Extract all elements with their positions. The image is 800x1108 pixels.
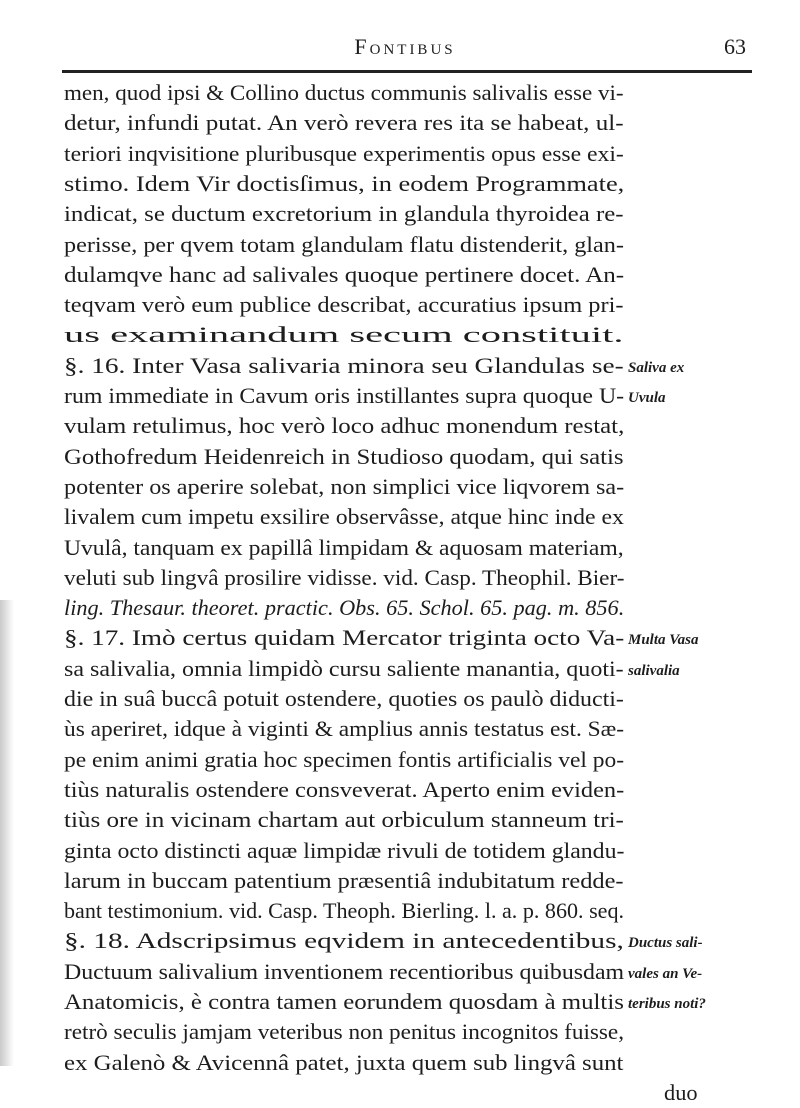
text-line: detur, infundi putat. An verò revera res ita se habeat, ul- <box>64 110 624 136</box>
text-line: die in suâ buccâ potuit ostendere, quoties os paulò diducti- <box>64 686 624 711</box>
binding-shadow <box>0 600 14 1066</box>
text-line: teriori inqvisitione pluribusque experimentis opus esse exi- <box>64 140 624 166</box>
text-line: Uvulâ, tanquam ex papillâ limpidam & aquosam materiam, <box>64 534 624 560</box>
text-line: stimo. Idem Vir doctisſimus, in eodem Programmate, <box>64 170 625 196</box>
text-line: vulam retulimus, hoc verò loco adhuc monendum restat, <box>64 413 625 439</box>
text-line: livalem cum impetu exsilire observâsse, atque hinc inde ex <box>64 504 624 530</box>
text-line: Ductuum salivalium inventionem recentioribus quibusdam <box>64 958 625 984</box>
text-line: men, quod ipsi & Collino ductus communis salivalis esse vi- <box>64 80 624 105</box>
margin-note: salivalia <box>628 662 680 679</box>
text-line: teqvam verò eum publice describat, accuratius ipsum pri- <box>64 292 624 318</box>
text-line: §. 16. Inter Vasa salivaria minora seu Glandulas se- <box>64 352 624 378</box>
text-line: indicat, se ductum excretorium in glandula thyroidea re- <box>64 201 624 227</box>
text-line: potenter os aperire solebat, non simplici vice liqvorem sa- <box>64 473 625 499</box>
running-header <box>60 34 750 64</box>
text-line: duo <box>664 1079 698 1105</box>
text-line: ex Galenò & Avicennâ patet, juxta quem sub lingvâ sunt <box>64 1049 624 1075</box>
text-line: perisse, per qvem totam glandulam flatu distenderit, glan- <box>64 231 624 257</box>
text-line: sa salivalia, omnia limpidò cursu saliente manantia, quoti- <box>64 655 624 681</box>
margin-note: teribus noti? <box>628 996 706 1012</box>
margin-note: vales an Ve- <box>628 965 703 982</box>
text-line: us examinandum secum constituit. <box>64 322 624 348</box>
text-line: pe enim animi gratia hoc specimen fontis artificialis vel po- <box>64 746 625 772</box>
margin-note: Ductus sali- <box>628 935 703 952</box>
margin-note: Uvula <box>628 390 666 406</box>
text-line: rum immediate in Cavum oris instillantes supra quoque U- <box>64 383 625 408</box>
margin-note: Saliva ex <box>628 359 685 376</box>
text-line: tiùs naturalis ostendere consveverat. Aperto enim eviden- <box>64 776 625 802</box>
text-line: retrò seculis jamjam veteribus non penitus incognitos fuisse, <box>64 1019 625 1045</box>
text-line: ginta octo distincti aquæ limpidæ rivuli de totidem glandu- <box>64 837 625 863</box>
text-line: ling. Thesaur. theoret. practic. Obs. 65. Schol. 65. pag. m. 856. <box>64 595 625 621</box>
page-number: 63 <box>724 34 746 59</box>
text-line: §. 17. Imò certus quidam Mercator triginta octo Va- <box>64 625 625 651</box>
text-line: dulamqve hanc ad salivales quoque pertinere docet. An- <box>64 261 625 287</box>
text-line: larum in buccam patentium præsentiâ indubitatum redde- <box>64 867 624 893</box>
text-line: Anatomicis, è contra tamen eorundem quosdam à multis <box>64 989 624 1014</box>
text-line: §. 18. Adscripsimus eqvidem in antecedentibus, <box>64 928 624 954</box>
margin-note: Multa Vasa <box>628 632 699 649</box>
text-line: Gothofredum Heidenreich in Studioso quodam, qui satis <box>64 443 624 469</box>
header-title: Fontibus <box>354 34 456 59</box>
text-line: bant testimonium. vid. Casp. Theoph. Bierling. l. a. p. 860. seq. <box>64 898 625 924</box>
text-line: veluti sub lingvâ prosilire vidisse. vid. Casp. Theophil. Bier- <box>64 564 625 590</box>
text-line: ùs aperiret, idque à viginti & amplius annis testatus est. Sæ- <box>64 716 625 742</box>
header-rule <box>62 70 752 73</box>
text-line: tiùs ore in vicinam chartam aut orbiculum stanneum tri- <box>64 807 624 833</box>
